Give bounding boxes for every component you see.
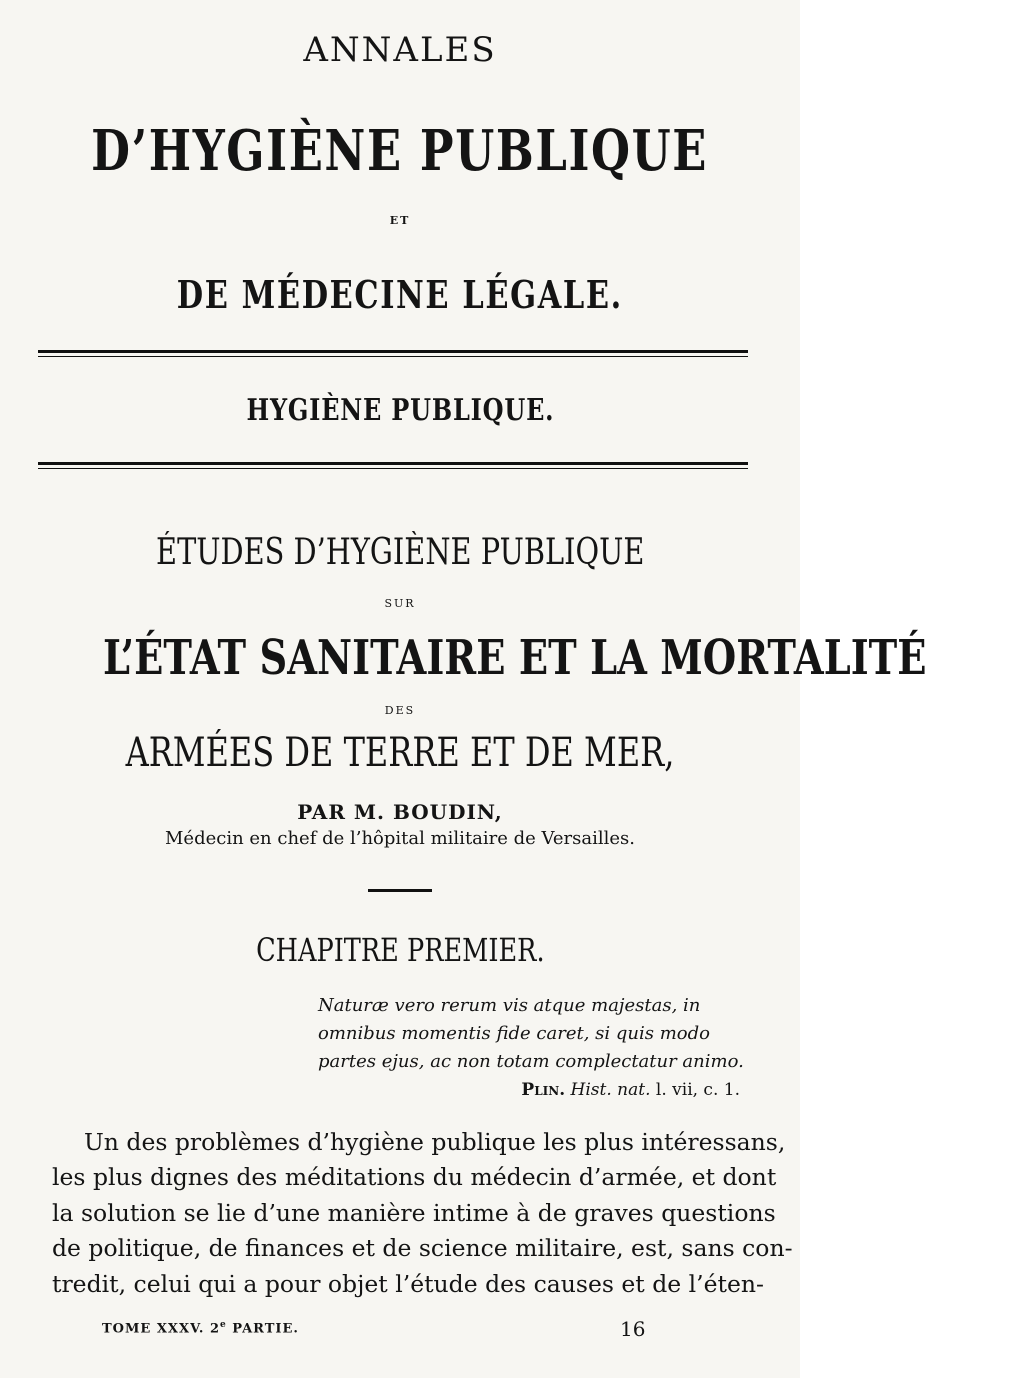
footer-volume-info: TOME XXXV. 2e PARTIE. [102,1320,299,1337]
journal-title-conjunction: ET [389,214,411,227]
footer-signature-number: 16 [620,1317,646,1341]
epigraph-source-reference: l. vii, c. 1. [655,1080,740,1100]
epigraph-line-3: partes ejus, ac non totam complectatur animo. [318,1051,744,1072]
body-text-line: Un des problèmes d’hygiène publique les plus intéressans, [84,1128,786,1156]
body-text-line: la solution se lie d’une manière intime à de graves questions [52,1199,776,1227]
chapter-heading: CHAPITRE PREMIER. [255,931,545,969]
epigraph-source [470,1080,740,1100]
article-title-connector-sur: SUR [384,597,416,610]
article-title-line-2: L’ÉTAT SANITAIRE ET LA MORTALITÉ [102,630,927,686]
epigraph-source-work: Hist. nat. [570,1080,651,1100]
journal-title-annales: ANNALES [303,30,497,70]
article-author: PAR M. BOUDIN, [297,800,503,824]
epigraph-line-2: omnibus momentis fide caret, si quis modo [318,1023,710,1044]
article-title-connector-des: DES [384,704,416,717]
body-text-line: les plus dignes des méditations du médecin d’armée, et dont [52,1163,777,1191]
body-text-line: tredit, celui qui a pour objet l’étude des causes et de l’éten- [52,1270,764,1298]
body-text-line: de politique, de finances et de science militaire, est, sans con- [52,1234,793,1262]
article-title-line-1: ÉTUDES D’HYGIÈNE PUBLIQUE [155,532,645,573]
section-title: HYGIÈNE PUBLIQUE. [246,393,554,428]
top-double-rule [38,350,748,357]
epigraph-line-1: Naturæ vero rerum vis atque majestas, in [318,995,701,1016]
article-title-line-3: ARMÉES DE TERRE ET DE MER, [125,730,675,776]
journal-title-hygiene-publique: D’HYGIÈNE PUBLIQUE [91,118,709,184]
bottom-double-rule [38,462,748,469]
journal-title-medecine-legale: DE MÉDECINE LÉGALE. [176,272,624,317]
epigraph-source-author: Plin. [521,1080,566,1100]
short-divider-rule [368,889,432,892]
author-affiliation: Médecin en chef de l’hôpital militaire de Versailles. [164,828,635,849]
